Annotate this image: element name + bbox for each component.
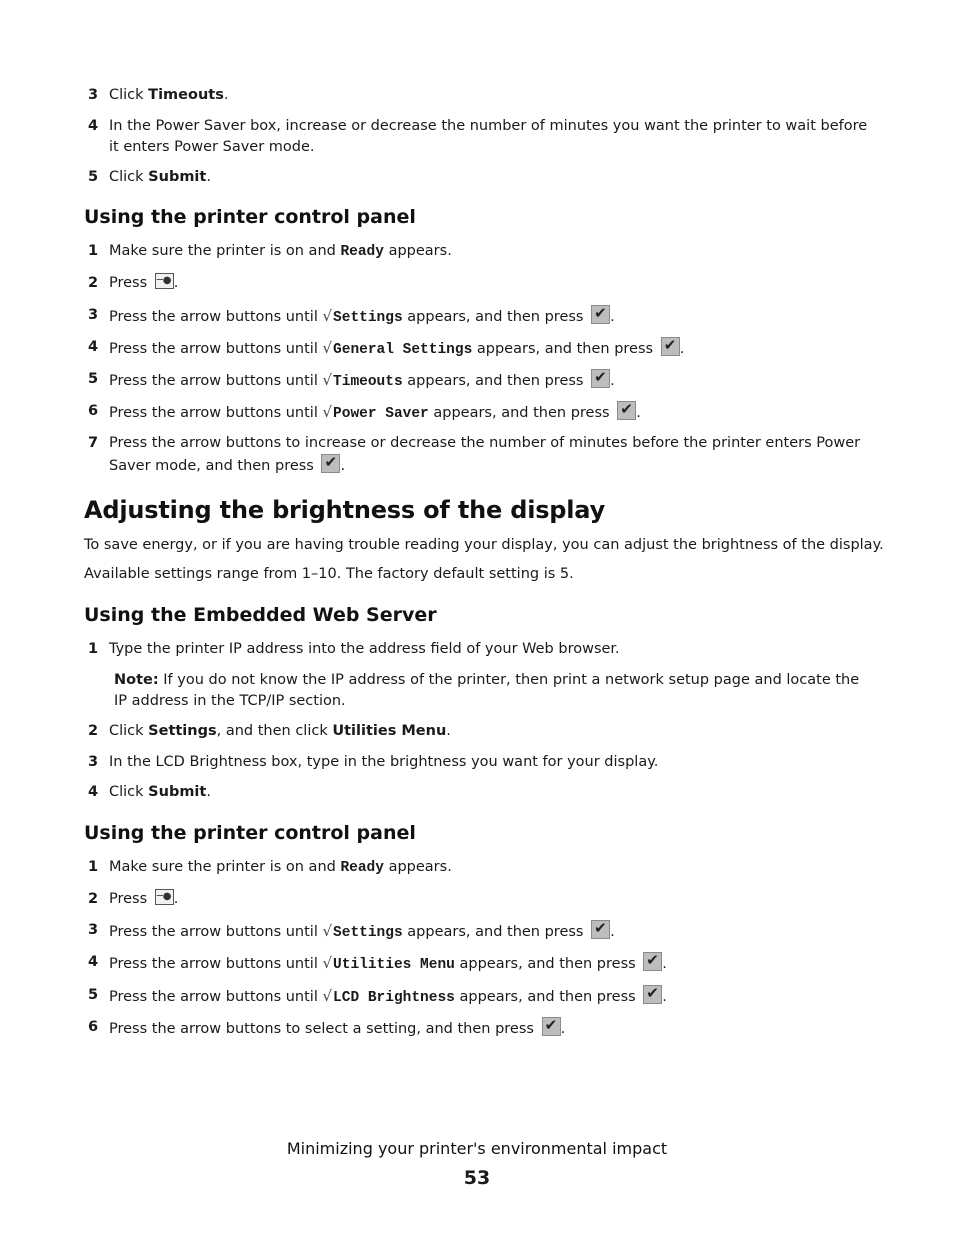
heading-control-panel-2: Using the printer control panel	[84, 822, 416, 844]
check-mark-symbol: √	[322, 987, 333, 1005]
select-check-icon	[591, 305, 610, 324]
note: Note: If you do not know the IP address of the printer, then print a network setup page and locate the IP address in the TCP/IP section.	[114, 672, 860, 709]
check-mark-symbol: √	[322, 307, 333, 325]
check-mark-symbol: √	[322, 403, 333, 421]
select-check-icon	[643, 985, 662, 1004]
select-check-icon	[591, 920, 610, 939]
select-check-icon	[617, 401, 636, 420]
check-mark-symbol: √	[322, 954, 333, 972]
page-number: 53	[463, 1167, 491, 1189]
select-check-icon	[643, 952, 662, 971]
menu-key-icon	[155, 273, 174, 289]
check-mark-symbol: √	[322, 339, 333, 357]
heading-control-panel-1: Using the printer control panel	[84, 206, 416, 228]
intro-paragraph: To save energy, or if you are having trouble reading your display, you can adjust the brightness of the display.	[84, 537, 884, 553]
select-check-icon	[661, 337, 680, 356]
select-check-icon	[542, 1017, 561, 1036]
check-mark-symbol: √	[322, 922, 333, 940]
menu-key-icon	[155, 889, 174, 905]
select-check-icon	[591, 369, 610, 388]
check-mark-symbol: √	[322, 371, 333, 389]
heading-brightness: Adjusting the brightness of the display	[84, 496, 606, 524]
select-check-icon	[321, 454, 340, 473]
footer-title: Minimizing your printer's environmental impact	[286, 1139, 668, 1158]
settings-range-paragraph: Available settings range from 1–10. The factory default setting is 5.	[84, 566, 574, 582]
heading-ews: Using the Embedded Web Server	[84, 604, 437, 626]
